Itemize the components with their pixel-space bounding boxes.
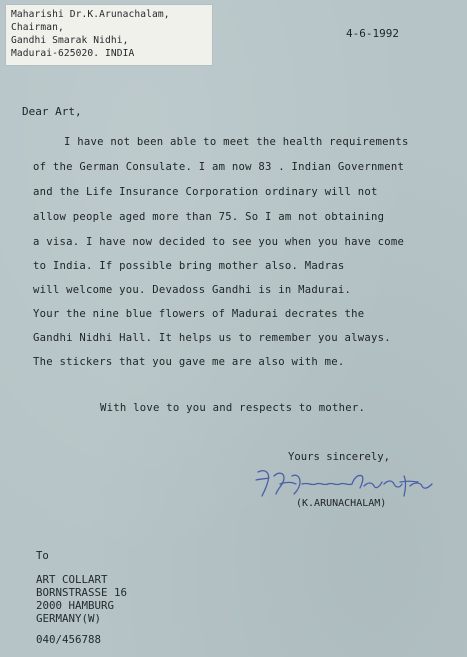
recipient-phone: 040/456788 [36, 633, 102, 646]
signer-name: (K.ARUNACHALAM) [296, 498, 387, 509]
sender-name: Maharishi Dr.K.Arunachalam, [11, 9, 170, 20]
body-line: will welcome you. Devadoss Gandhi is in Madurai. [33, 284, 352, 296]
body-line: Gandhi Nidhi Hall. It helps us to remember you always. [33, 332, 391, 344]
body-line: I have not been able to meet the health requirements [64, 136, 409, 148]
recipient-name: ART COLLART [36, 573, 108, 586]
sender-organization: Gandhi Smarak Nidhi, [11, 35, 129, 46]
sender-title: Chairman, [11, 22, 64, 33]
sender-city: Madurai-625020. INDIA [11, 48, 135, 59]
body-line: Your the nine blue flowers of Madurai decrates the [33, 308, 365, 320]
body-line: The stickers that you gave me are also with me. [33, 356, 345, 368]
body-line: allow people aged more than 75. So I am not obtaining [33, 211, 385, 223]
to-label: To [36, 550, 49, 562]
recipient-street: BORNSTRASSE 16 [36, 586, 128, 599]
recipient-country: GERMANY(W) [36, 612, 102, 625]
signoff: Yours sincerely, [288, 451, 391, 463]
salutation: Dear Art, [22, 105, 82, 118]
recipient-city: 2000 HAMBURG [36, 599, 115, 612]
letter-date: 4-6-1992 [346, 27, 399, 40]
body-line: and the Life Insurance Corporation ordinary will not [33, 186, 378, 198]
sender-address-label [6, 5, 212, 65]
body-line: of the German Consulate. I am now 83 . Indian Government [33, 161, 405, 173]
closing-line: With love to you and respects to mother. [100, 402, 366, 414]
body-line: to India. If possible bring mother also. Madras [33, 260, 345, 272]
body-line: a visa. I have now decided to see you when you have come [33, 236, 405, 248]
